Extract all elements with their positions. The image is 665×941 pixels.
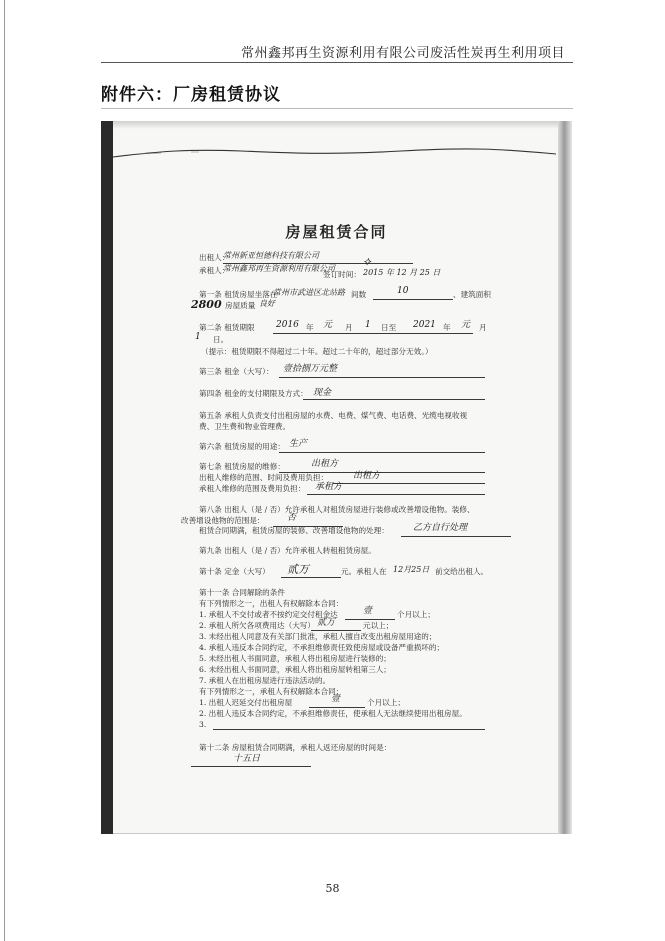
art7-underline3 — [307, 494, 485, 495]
scanned-contract-image — [101, 121, 572, 834]
art1-address: 常州市武进区北站路 — [273, 288, 345, 297]
art11-e1-a: 1. 出租人迟延交付出租房屋 — [199, 698, 293, 707]
art8-line3: 租赁合同期满，租赁房屋的装修、改善增设他物的处理： — [199, 526, 389, 535]
art3-underline — [279, 377, 485, 378]
art11-l2-a: 2. 承租人所欠各项费用达（大写） — [199, 621, 315, 630]
art2-start-month: 元 — [323, 320, 333, 330]
art7-value3: 承租方 — [315, 482, 343, 492]
art11-l5: 5. 未经出租人书面同意，承租人将出租房屋进行装修的； — [199, 654, 391, 663]
art10-text-c: 前交给出租人。 — [435, 567, 489, 576]
lessor-label: 出租人： — [199, 253, 230, 262]
art6-text: 第六条 租赁房屋的用途： — [199, 442, 285, 451]
art8-value3: 乙方自行处理 — [413, 523, 468, 533]
art2-month-unit-2: 月 — [479, 323, 487, 332]
art3-value: 壹拾捌万元整 — [283, 364, 338, 374]
art11-e1-b: 个月以上； — [367, 698, 405, 707]
art2-start-day: 1 — [365, 320, 371, 330]
art2-year-unit: 年 — [306, 323, 314, 332]
art8-line1: 第八条 出租人（是 / 否）允许承租人对租赁房屋进行装修或改善增设他物。装修、 — [199, 505, 475, 514]
art11-l3: 3. 未经出租人同意及有关部门批准，承租人擅自改变出租房屋用途的； — [199, 632, 437, 641]
art11-l7: 7. 承租人在出租房屋进行违法活动的。 — [199, 676, 331, 685]
art2-day-unit-end: 日。 — [213, 335, 229, 344]
art11-l1-a: 1. 承租人不交付或者不按约定交付租金达 — [199, 610, 338, 619]
art2-hint: （提示：租赁期限不得超过二十年。超过二十年的，超过部分无效。） — [201, 347, 433, 356]
art9-text: 第九条 出租人（是 / 否）允许承租人转租租赁房屋。 — [199, 546, 376, 555]
art8-value: 否 — [287, 513, 297, 523]
art8-line2: 改善增设他物的范围是： — [181, 516, 265, 525]
art11-e1-value: 壹 — [331, 694, 341, 704]
running-header: 常州鑫邦再生资源利用有限公司废活性炭再生利用项目 — [240, 46, 565, 61]
art1-text-a: 第一条 租赁房屋坐落在 — [199, 290, 278, 299]
signature: ⟡ — [363, 254, 371, 268]
art1-quality: 良好 — [259, 299, 275, 308]
art4-text: 第四条 租金的支付期限及方式： — [199, 389, 308, 398]
art10-date: 12月25日 — [393, 565, 430, 574]
art2-end-year: 2021 — [413, 320, 436, 330]
art6-underline — [279, 452, 485, 453]
sign-time-label: 签订时间： — [323, 270, 361, 279]
header-rule — [101, 62, 573, 63]
art11-l2-underline — [311, 630, 361, 631]
art11-l1-underline — [345, 619, 395, 620]
contract-document — [101, 121, 572, 834]
lessee-label: 承租人： — [199, 266, 230, 275]
art11-l1-value: 壹 — [363, 606, 373, 616]
art7-value2: 出租方 — [353, 471, 381, 481]
art2-day-to: 日至 — [381, 323, 397, 332]
art4-value: 现金 — [313, 388, 332, 398]
art12-underline — [191, 766, 311, 767]
attachment-title: 附件六：厂房租赁协议 — [101, 85, 281, 105]
art3-text: 第三条 租金（大写）： — [199, 367, 274, 376]
art1-text-d: 房屋质量 — [225, 301, 256, 310]
art2-text: 第二条 租赁期限 — [199, 323, 255, 332]
page-number: 58 — [325, 882, 340, 895]
art5-line1: 第五条 承租人负责支付出租房屋的水费、电费、煤气费、电话费、光缆电视收视 — [199, 411, 468, 420]
art1-text-c: 、建筑面积 — [453, 290, 491, 299]
contract-title: 房屋租赁合同 — [285, 223, 388, 241]
art11-l6: 6. 未经出租人书面同意，承租人将出租房屋转租第三人； — [199, 665, 391, 674]
art10-underline — [281, 577, 341, 578]
art11-l2-b: 元以上； — [363, 621, 394, 630]
art10-text-b: 元。承租人在 — [341, 567, 387, 576]
art11-heading: 第十一条 合同解除的条件 — [199, 588, 285, 597]
art1-rooms: 10 — [397, 286, 409, 296]
art11-l4: 4. 承租人违反本合同约定，不承担维修责任致使房屋或设备严重损坏的； — [199, 643, 445, 652]
art7-line3: 承租人维修的范围及费用负担： — [199, 484, 306, 493]
sign-time-value: 2015 年 12 月 25 日 — [363, 268, 441, 277]
art7-text: 第七条 租赁房屋的维修： — [199, 462, 285, 471]
art11-e3-underline — [213, 729, 485, 730]
art1-area: 2800 — [191, 298, 222, 311]
art12-text: 第十二条 房屋租赁合同期满，承租人返还房屋的时间是： — [199, 743, 392, 752]
art11-e2: 2. 出租人违反本合同约定，不承担维修责任，使承租人无法继续使用出租房屋。 — [199, 709, 467, 718]
art12-value: 十五日 — [233, 754, 261, 764]
art7-underline2 — [333, 483, 485, 484]
art11-lessor-intro: 有下列情形之一，出租人有权解除本合同： — [199, 599, 344, 608]
lessee-value: 常州鑫邦再生资源利用有限公司 — [223, 264, 335, 273]
lessor-value: 常州新亚恒德科技有限公司 — [223, 251, 319, 260]
art11-l1-b: 个月以上； — [397, 610, 435, 619]
page-border — [4, 0, 5, 941]
art2-end-month: 元 — [461, 320, 471, 330]
art11-e1-underline — [309, 707, 365, 708]
art11-l2-value: 贰万 — [317, 618, 336, 628]
art2-end-day: 1 — [195, 332, 201, 342]
art10-amount: 贰万 — [287, 563, 309, 576]
art1-rooms-underline — [373, 299, 453, 300]
title-rule — [101, 108, 573, 109]
art2-start-year: 2016 — [276, 320, 299, 330]
art7-value: 出租方 — [311, 459, 339, 469]
art5-line2: 费、卫生费和物业管理费。 — [199, 422, 291, 431]
art7-line2: 出租人维修的范围、时间及费用负担： — [199, 473, 329, 482]
art8-underline3 — [401, 536, 511, 537]
art6-value: 生产 — [289, 439, 308, 449]
art11-e3: 3. — [199, 720, 207, 729]
art10-text-a: 第十条 定金（大写） — [199, 567, 270, 576]
art2-month-unit: 月 — [345, 323, 353, 332]
art2-year-unit-2: 年 — [443, 323, 451, 332]
art2-underline — [273, 333, 473, 334]
art1-text-b: 间数 — [351, 290, 367, 299]
art11-lessee-intro: 有下列情形之一，承租人有权解除本合同： — [199, 687, 344, 696]
art4-underline — [303, 399, 485, 400]
